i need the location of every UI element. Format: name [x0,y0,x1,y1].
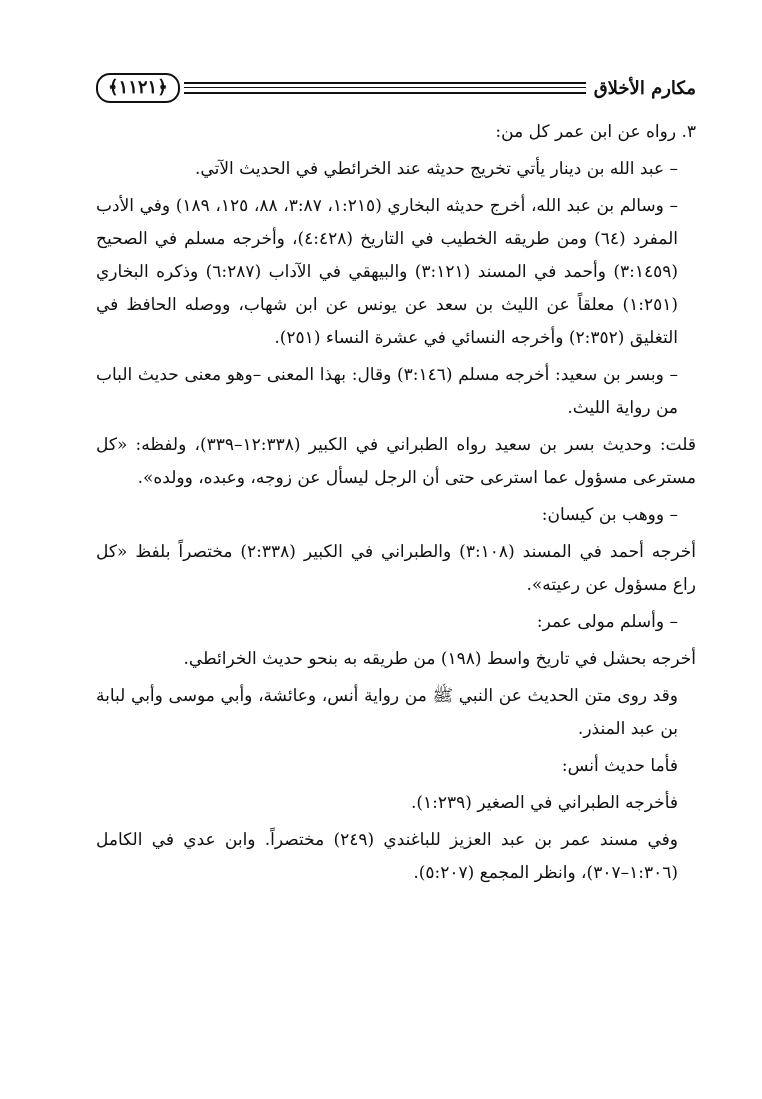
paragraph-7: أخرجه أحمد في المسند (٣:١٠٨) والطبراني في الكبير (٢:٣٣٨) مختصراً بلفظ «كل راع مسؤول عن رعيته». [96,542,696,595]
paragraph-3: – وسالم بن عبد الله، أخرج حديثه البخاري (١:٢١٥، ٣:٨٧، ٨٨، ١٢٥، ١٨٩) وفي الأدب المفرد (٦٤) ومن طريقه الخطيب في التاريخ (٤:٤٢٨)، وأخرجه مسلم في الصحيح (٣:١٤٥٩) وأحمد في المسند (٣:١٢١) والبيهقي في الآداب (٦:٢٨٧) وذكره البخاري (١:٢٥١) معلقاً عن الليث بن سعد عن يونس عن ابن شهاب، ووصله الحافظ في التغليق (٢:٣٥٢) وأخرجه النسائي في عشرة النساء (٢٥١). [96,196,678,348]
paragraph-9: أخرجه بحشل في تاريخ واسط (١٩٨) من طريقه به بنحو حديث الخرائطي. [183,649,696,669]
body-text [96,116,696,890]
page-number: ﴿١١٢١﴾ [96,73,180,103]
paragraph-10: وقد روى متن الحديث عن النبي ﷺ من رواية أنس، وعائشة، وأبي موسى وأبي لبابة بن عبد المنذر. [96,686,678,739]
paragraph-11: فأما حديث أنس: [561,756,678,776]
paragraph-2: – عبد الله بن دينار يأتي تخريج حديثه عند الخرائطي في الحديث الآتي. [195,159,678,179]
document-page [96,68,696,1068]
paragraph-13: وفي مسند عمر بن عبد العزيز للباغندي (٢٤٩) مختصراً. وابن عدي في الكامل (١:٣٠٦–٣٠٧)، وانظر المجمع (٥:٢٠٧). [96,830,678,883]
paragraph-4: – وبسر بن سعيد: أخرجه مسلم (٣:١٤٦) وقال: بهذا المعنى –وهو معنى حديث الباب من رواية الليث. [96,365,679,418]
paragraph-6: – ووهب بن كيسان: [541,505,678,525]
running-header [96,68,696,108]
paragraph-8: – وأسلم مولى عمر: [536,612,678,632]
paragraph-5: قلت: وحديث بسر بن سعيد رواه الطبراني في الكبير (١٢:٣٣٨–٣٣٩)، ولفظه: «كل مسترعى مسؤول عما استرعى حتى أن الرجل ليسأل عن زوجه، وعبده، وولده». [96,435,696,488]
paragraph-1: ٣. رواه عن ابن عمر كل من: [495,122,696,142]
book-title: مكارم الأخلاق [593,77,696,99]
paragraph-12: فأخرجه الطبراني في الصغير (١:٢٣٩). [410,793,678,813]
header-rule [184,82,586,94]
